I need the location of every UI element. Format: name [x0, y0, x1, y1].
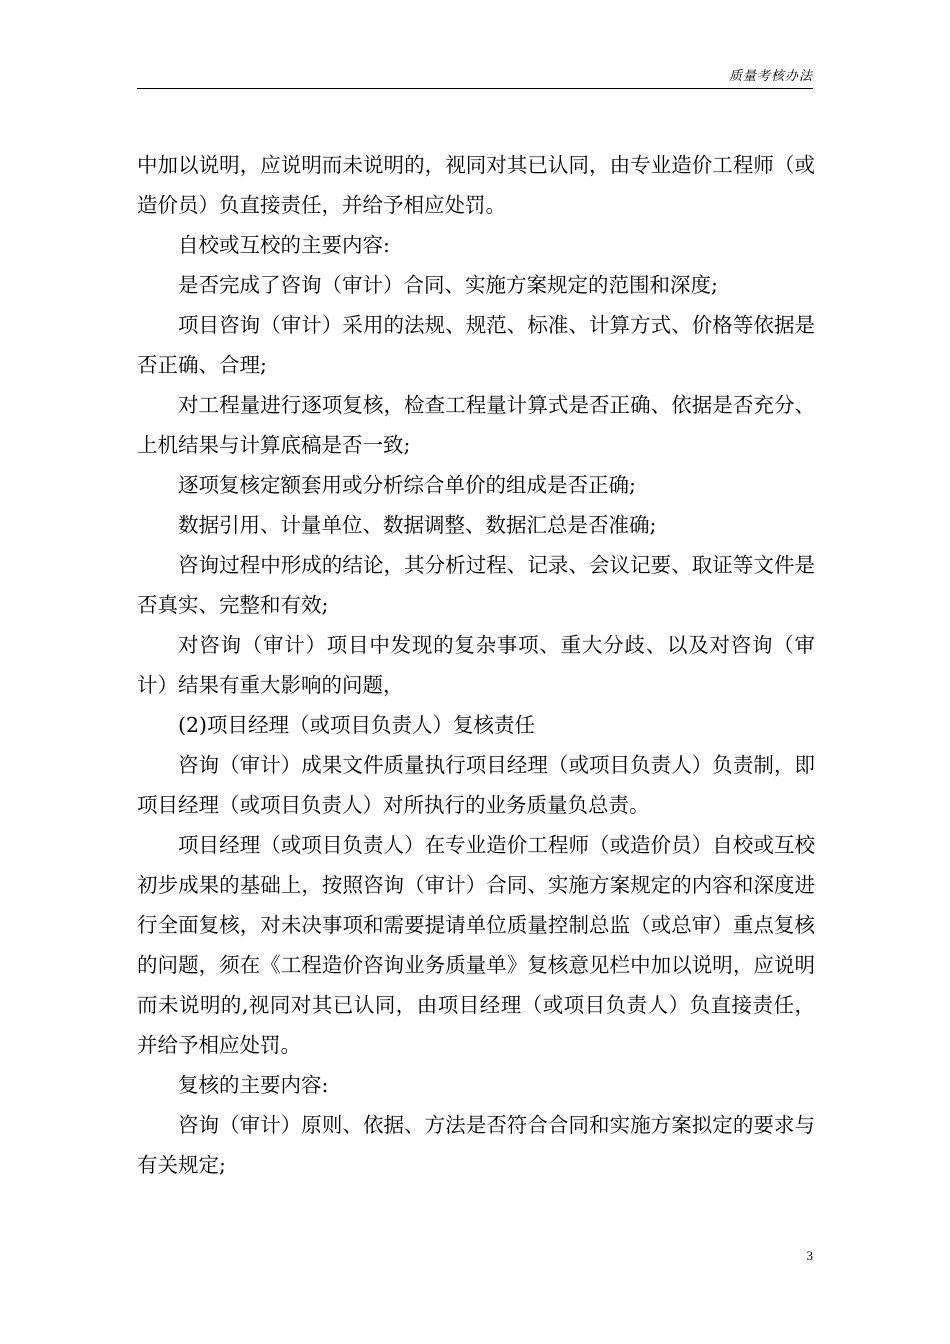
paragraph: 咨询（审计）原则、依据、方法是否符合合同和实施方案拟定的要求与有关规定; [137, 1113, 815, 1177]
paragraph: 中加以说明，应说明而未说明的，视同对其已认同，由专业造价工程师（或造价员）负直接责任，并给予相应处罚。 [137, 153, 815, 217]
paragraph: 项目咨询（审计）采用的法规、规范、标准、计算方式、价格等依据是否正确、合理; [137, 313, 815, 377]
header-title: 质量考核办法 [728, 69, 813, 84]
paragraph: 咨询过程中形成的结论，其分析过程、记录、会议记要、取证等文件是否真实、完整和有效; [137, 553, 815, 617]
paragraph: 对工程量进行逐项复核，检查工程量计算式是否正确、依据是否充分、上机结果与计算底稿是否一致; [137, 393, 815, 457]
paragraph: 对咨询（审计）项目中发现的复杂事项、重大分歧、以及对咨询（审计）结果有重大影响的问题， [137, 633, 815, 697]
page-header [137, 62, 813, 89]
paragraph: 项目经理（或项目负责人）在专业造价工程师（或造价员）自校或互校初步成果的基础上，按照咨询（审计）合同、实施方案规定的内容和深度进行全面复核，对未决事项和需要提请单位质量控制总监（或总审）重点复核的问题，须在《工程造价咨询业务质量单》复核意见栏中加以说明，应说明而未说明的,视同对其已认同，由项目经理（或项目负责人）负直接责任，并给予相应处罚。 [137, 833, 815, 1057]
paragraph: 是否完成了咨询（审计）合同、实施方案规定的范围和深度; [178, 273, 718, 297]
document-body [137, 145, 815, 1185]
paragraph: 咨询（审计）成果文件质量执行项目经理（或项目负责人）负责制，即项目经理（或项目负责人）对所执行的业务质量负总责。 [137, 753, 815, 817]
paragraph: 自校或互校的主要内容: [178, 233, 390, 257]
paragraph: 数据引用、计量单位、数据调整、数据汇总是否准确; [178, 513, 657, 537]
paragraph: 复核的主要内容: [178, 1073, 329, 1097]
paragraph: 逐项复核定额套用或分析综合单价的组成是否正确; [178, 473, 636, 497]
page-number: 3 [806, 1248, 813, 1263]
section-heading: (2)项目经理（或项目负责人）复核责任 [178, 713, 536, 737]
